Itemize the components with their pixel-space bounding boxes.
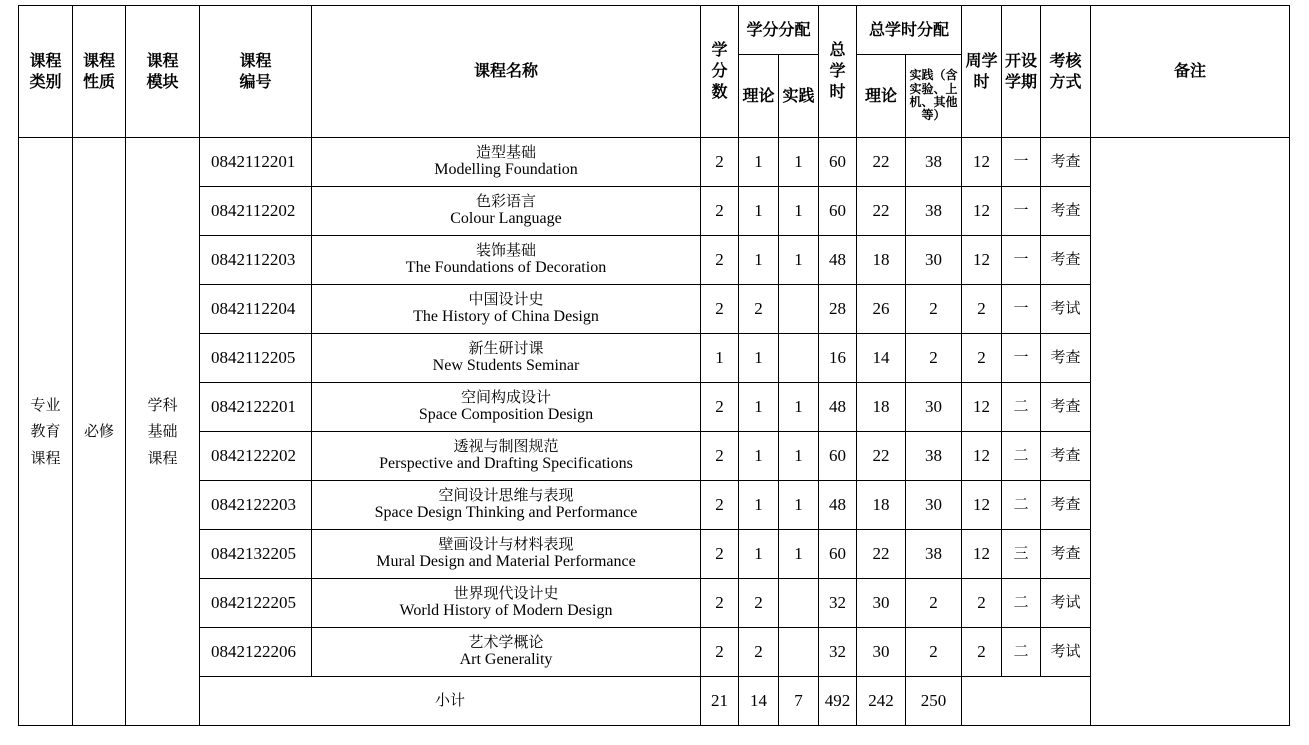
course-name (312, 285, 701, 334)
course-name (312, 138, 701, 187)
header-total-hours-label: 总 学 时 (829, 40, 846, 101)
subtotal-credit-theory: 14 (739, 677, 779, 726)
header-weekly-hours (962, 6, 1002, 138)
course-credit-practice: 1 (779, 187, 819, 236)
course-hour-theory: 30 (857, 579, 906, 628)
course-semester: 二 (1002, 432, 1041, 481)
course-code: 0842122206 (200, 628, 312, 677)
course-name-cn: 透视与制图规范 (453, 437, 559, 456)
course-name-cn: 艺术学概论 (468, 633, 544, 652)
course-code: 0842122203 (200, 481, 312, 530)
course-credit-practice: 1 (779, 432, 819, 481)
course-credits: 1 (701, 334, 739, 383)
course-exam: 考查 (1041, 187, 1091, 236)
subtotal-hour-theory: 242 (857, 677, 906, 726)
course-name-en: New Students Seminar (432, 357, 580, 375)
table-row (19, 138, 1290, 187)
header-credit-practice: 实践 (779, 55, 819, 138)
subtotal-hour-practice: 250 (906, 677, 962, 726)
course-name-cn: 空间构成设计 (460, 388, 551, 407)
course-name-cn: 色彩语言 (475, 192, 536, 211)
course-hour-theory: 18 (857, 383, 906, 432)
course-name (312, 530, 701, 579)
course-category (19, 138, 73, 726)
course-name-cn: 造型基础 (475, 143, 536, 162)
header-code-label: 课程 编号 (239, 50, 272, 91)
header-credits (701, 6, 739, 138)
course-weekly: 12 (962, 187, 1002, 236)
course-module-text: 学科 基础 课程 (147, 396, 178, 467)
course-name-en: Perspective and Drafting Specifications (379, 455, 633, 473)
course-semester: 一 (1002, 334, 1041, 383)
course-credits: 2 (701, 236, 739, 285)
header-category (19, 6, 73, 138)
course-credits: 2 (701, 285, 739, 334)
curriculum-table (18, 5, 1290, 726)
course-hour-practice: 30 (906, 383, 962, 432)
course-hour-practice: 38 (906, 432, 962, 481)
header-nature-label: 课程 性质 (82, 50, 115, 91)
course-name-cn: 空间设计思维与表现 (438, 486, 574, 505)
course-name-cn: 世界现代设计史 (453, 584, 559, 603)
course-hour-theory: 26 (857, 285, 906, 334)
course-semester: 一 (1002, 236, 1041, 285)
course-hour-theory: 22 (857, 138, 906, 187)
course-name (312, 187, 701, 236)
course-exam: 考查 (1041, 383, 1091, 432)
course-semester: 一 (1002, 138, 1041, 187)
course-semester: 一 (1002, 187, 1041, 236)
course-exam: 考查 (1041, 530, 1091, 579)
header-code (200, 6, 312, 138)
course-credit-practice (779, 628, 819, 677)
subtotal-blank (962, 677, 1091, 726)
course-total-hours: 60 (819, 530, 857, 579)
course-name-en: Mural Design and Material Performance (376, 553, 636, 571)
course-total-hours: 60 (819, 432, 857, 481)
course-weekly: 2 (962, 628, 1002, 677)
course-module (126, 138, 200, 726)
course-total-hours: 16 (819, 334, 857, 383)
course-name-en: Space Composition Design (418, 406, 594, 424)
header-weekly-hours-label: 周学 时 (965, 50, 998, 91)
course-code: 0842122201 (200, 383, 312, 432)
header-hour-practice: 实践（含实验、上机、其他等） (906, 55, 962, 138)
course-credit-theory: 1 (739, 432, 779, 481)
course-credit-practice (779, 334, 819, 383)
course-code: 0842112205 (200, 334, 312, 383)
course-credit-theory: 1 (739, 236, 779, 285)
course-hour-theory: 22 (857, 432, 906, 481)
course-weekly: 12 (962, 530, 1002, 579)
course-name-cn: 壁画设计与材料表现 (438, 535, 574, 554)
header-credit-dist: 学分分配 (739, 6, 819, 55)
course-credit-theory: 1 (739, 187, 779, 236)
course-exam: 考查 (1041, 432, 1091, 481)
course-name-en: Space Design Thinking and Performance (374, 504, 638, 522)
course-credit-practice (779, 579, 819, 628)
course-hour-practice: 38 (906, 187, 962, 236)
subtotal-credit-practice: 7 (779, 677, 819, 726)
course-hour-practice: 38 (906, 530, 962, 579)
course-code: 0842132205 (200, 530, 312, 579)
course-credit-practice: 1 (779, 530, 819, 579)
header-remarks: 备注 (1091, 6, 1290, 138)
course-hour-practice: 2 (906, 628, 962, 677)
course-hour-theory: 30 (857, 628, 906, 677)
course-hour-practice: 2 (906, 334, 962, 383)
course-semester: 二 (1002, 481, 1041, 530)
course-code: 0842112202 (200, 187, 312, 236)
course-name (312, 481, 701, 530)
course-total-hours: 48 (819, 236, 857, 285)
course-exam: 考查 (1041, 334, 1091, 383)
course-exam: 考试 (1041, 285, 1091, 334)
course-weekly: 2 (962, 285, 1002, 334)
remarks-cell (1091, 138, 1290, 726)
course-semester: 三 (1002, 530, 1041, 579)
course-credits: 2 (701, 383, 739, 432)
course-weekly: 2 (962, 334, 1002, 383)
course-weekly: 12 (962, 432, 1002, 481)
course-code: 0842112203 (200, 236, 312, 285)
course-hour-practice: 2 (906, 579, 962, 628)
course-credit-theory: 1 (739, 138, 779, 187)
course-credit-theory: 1 (739, 383, 779, 432)
course-hour-theory: 22 (857, 530, 906, 579)
course-credit-practice: 1 (779, 138, 819, 187)
course-credits: 2 (701, 579, 739, 628)
course-credit-practice: 1 (779, 383, 819, 432)
course-credits: 2 (701, 628, 739, 677)
header-credit-theory: 理论 (739, 55, 779, 138)
course-credits: 2 (701, 187, 739, 236)
course-name-en: The History of China Design (413, 308, 599, 326)
course-credits: 2 (701, 481, 739, 530)
course-credit-practice: 1 (779, 481, 819, 530)
course-credit-theory: 2 (739, 579, 779, 628)
course-hour-practice: 2 (906, 285, 962, 334)
course-credit-theory: 1 (739, 334, 779, 383)
course-name (312, 334, 701, 383)
header-category-label: 课程 类别 (29, 50, 62, 91)
header-module-label: 课程 模块 (146, 50, 179, 91)
course-credits: 2 (701, 432, 739, 481)
subtotal-credits: 21 (701, 677, 739, 726)
header-exam-label: 考核 方式 (1049, 50, 1082, 91)
course-weekly: 12 (962, 138, 1002, 187)
course-code: 0842122205 (200, 579, 312, 628)
course-name (312, 236, 701, 285)
course-weekly: 12 (962, 481, 1002, 530)
course-total-hours: 28 (819, 285, 857, 334)
course-name (312, 432, 701, 481)
header-nature (73, 6, 126, 138)
course-weekly: 12 (962, 236, 1002, 285)
course-name-cn: 装饰基础 (475, 241, 536, 260)
header-exam (1041, 6, 1091, 138)
course-hour-theory: 18 (857, 481, 906, 530)
course-nature (73, 138, 126, 726)
subtotal-total-hours: 492 (819, 677, 857, 726)
course-category-text: 专业 教育 课程 (30, 396, 61, 467)
course-name (312, 628, 701, 677)
course-exam: 考查 (1041, 138, 1091, 187)
course-exam: 考试 (1041, 628, 1091, 677)
course-hour-theory: 14 (857, 334, 906, 383)
header-hour-dist: 总学时分配 (857, 6, 962, 55)
course-total-hours: 60 (819, 138, 857, 187)
course-hour-theory: 18 (857, 236, 906, 285)
course-name-en: Modelling Foundation (434, 161, 578, 179)
course-exam: 考查 (1041, 481, 1091, 530)
course-hour-practice: 38 (906, 138, 962, 187)
course-weekly: 2 (962, 579, 1002, 628)
course-credit-theory: 2 (739, 285, 779, 334)
course-credit-theory: 2 (739, 628, 779, 677)
course-credit-practice: 1 (779, 236, 819, 285)
course-exam: 考查 (1041, 236, 1091, 285)
course-total-hours: 48 (819, 481, 857, 530)
subtotal-label: 小计 (200, 677, 701, 726)
course-total-hours: 32 (819, 628, 857, 677)
header-semester-label: 开设 学期 (1005, 50, 1038, 91)
course-code: 0842122202 (200, 432, 312, 481)
course-code: 0842112201 (200, 138, 312, 187)
course-total-hours: 60 (819, 187, 857, 236)
course-credit-practice (779, 285, 819, 334)
course-semester: 二 (1002, 579, 1041, 628)
header-hour-theory: 理论 (857, 55, 906, 138)
course-name-cn: 中国设计史 (468, 290, 544, 309)
course-hour-theory: 22 (857, 187, 906, 236)
course-weekly: 12 (962, 383, 1002, 432)
course-semester: 二 (1002, 628, 1041, 677)
course-name-en: World History of Modern Design (399, 602, 613, 620)
course-name-en: Art Generality (459, 651, 553, 669)
course-hour-practice: 30 (906, 481, 962, 530)
course-total-hours: 32 (819, 579, 857, 628)
header-total-hours (819, 6, 857, 138)
course-credit-theory: 1 (739, 481, 779, 530)
course-name-en: The Foundations of Decoration (405, 259, 607, 277)
course-name (312, 383, 701, 432)
header-name: 课程名称 (312, 6, 701, 138)
course-name (312, 579, 701, 628)
course-exam: 考试 (1041, 579, 1091, 628)
course-semester: 二 (1002, 383, 1041, 432)
course-name-en: Colour Language (450, 210, 562, 228)
course-name-cn: 新生研讨课 (468, 339, 544, 358)
header-credits-label: 学 分 数 (711, 40, 728, 101)
course-credits: 2 (701, 138, 739, 187)
course-total-hours: 48 (819, 383, 857, 432)
course-credits: 2 (701, 530, 739, 579)
header-module (126, 6, 200, 138)
course-semester: 一 (1002, 285, 1041, 334)
course-nature-text: 必修 (83, 422, 114, 441)
course-credit-theory: 1 (739, 530, 779, 579)
header-semester (1002, 6, 1041, 138)
course-hour-practice: 30 (906, 236, 962, 285)
course-code: 0842112204 (200, 285, 312, 334)
